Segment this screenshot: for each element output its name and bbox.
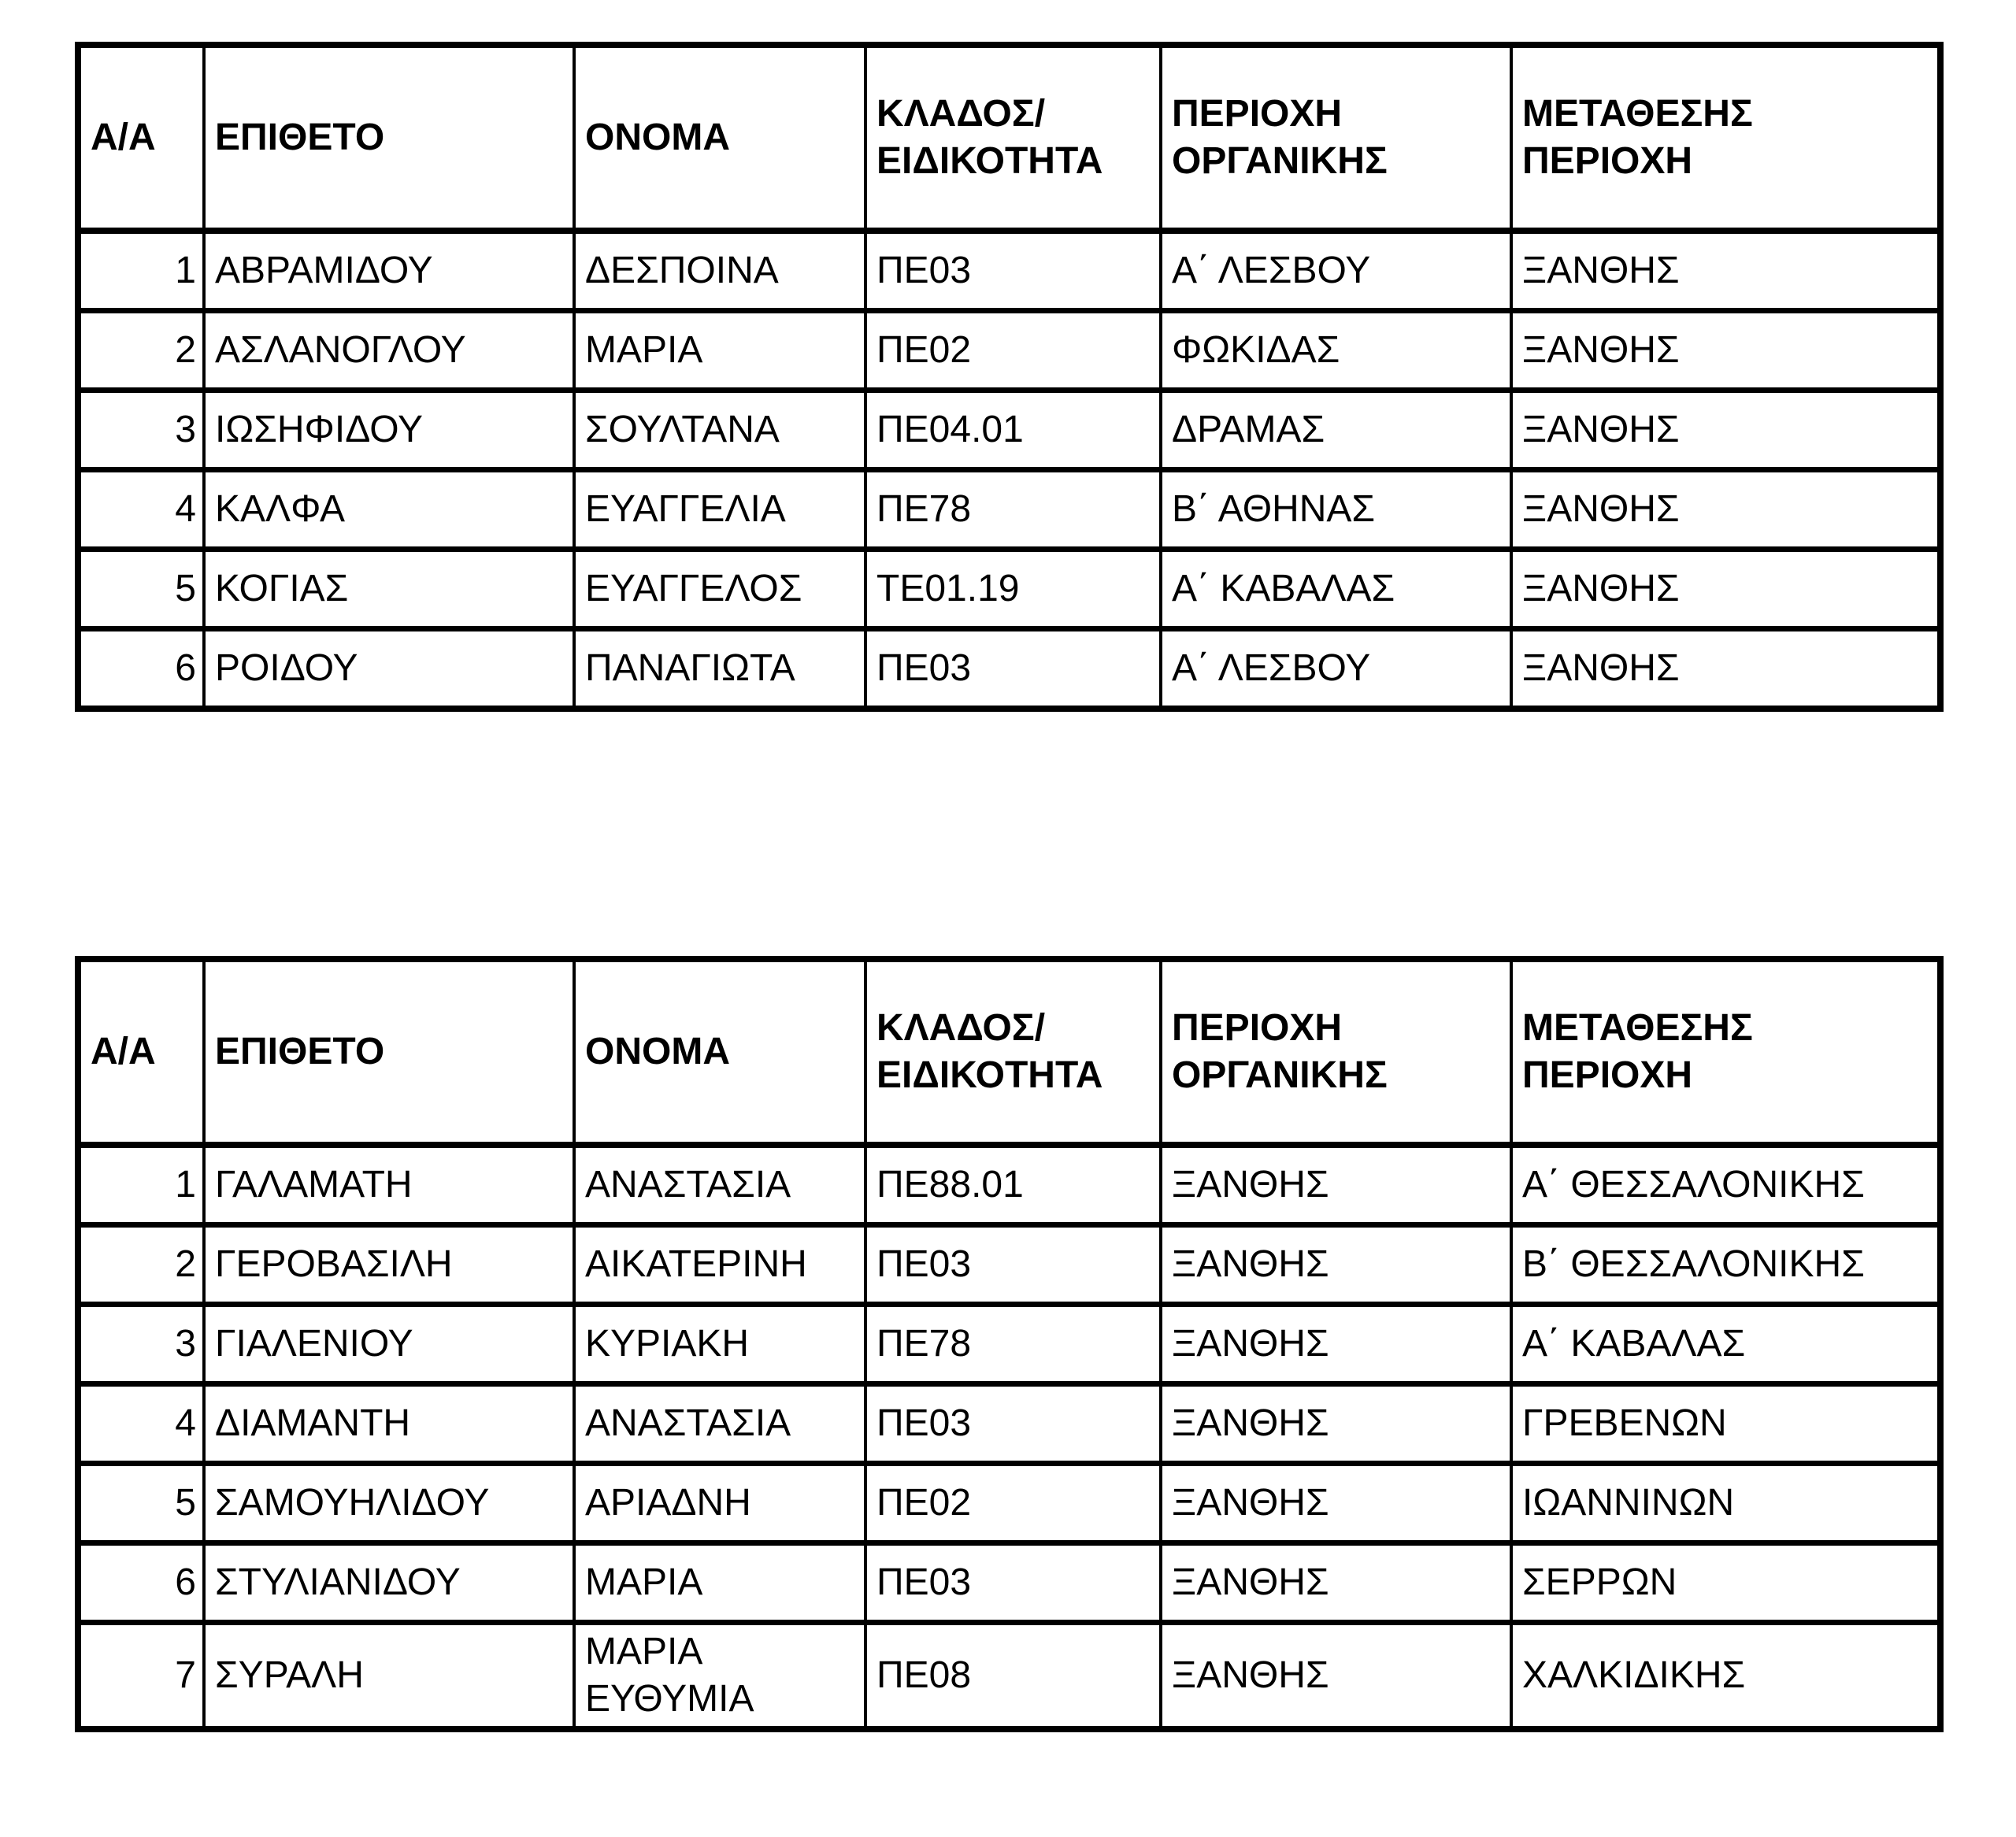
cell-epitheto: ΑΣΛΑΝΟΓΛΟΥ bbox=[204, 311, 574, 391]
table-2-body bbox=[78, 1145, 1940, 1729]
cell-metathesis-perioxi: ΞΑΝΘΗΣ bbox=[1511, 629, 1940, 709]
cell-epitheto: ΣΥΡΑΛΗ bbox=[204, 1623, 574, 1730]
header-cell-perioxi-organikis: ΠΕΡΙΟΧΗ ΟΡΓΑΝΙΚΗΣ bbox=[1161, 45, 1511, 231]
table-row bbox=[78, 1145, 1940, 1225]
table-row bbox=[78, 1623, 1940, 1730]
table-row bbox=[78, 1384, 1940, 1464]
table-row bbox=[78, 231, 1940, 311]
transfers-table-2 bbox=[75, 956, 1944, 1732]
header-cell-klados-eidikotita: ΚΛΑΔΟΣ/ΕΙΔΙΚΟΤΗΤΑ bbox=[865, 45, 1161, 231]
cell-onoma: ΣΟΥΛΤΑΝΑ bbox=[574, 391, 865, 470]
cell-klados-eidikotita: ΠΕ88.01 bbox=[865, 1145, 1161, 1225]
cell-metathesis-perioxi: ΧΑΛΚΙΔΙΚΗΣ bbox=[1511, 1623, 1940, 1730]
cell-perioxi-organikis: ΞΑΝΘΗΣ bbox=[1161, 1305, 1511, 1384]
cell-aa: 1 bbox=[78, 231, 204, 311]
header-row bbox=[78, 959, 1940, 1145]
cell-epitheto: ΔΙΑΜΑΝΤΗ bbox=[204, 1384, 574, 1464]
cell-onoma: ΕΥΑΓΓΕΛΙΑ bbox=[574, 470, 865, 550]
header-cell-metathesis-perioxi: ΜΕΤΑΘΕΣΗΣ ΠΕΡΙΟΧΗ bbox=[1511, 959, 1940, 1145]
cell-metathesis-perioxi: ΞΑΝΘΗΣ bbox=[1511, 311, 1940, 391]
cell-metathesis-perioxi: Α΄ ΘΕΣΣΑΛΟΝΙΚΗΣ bbox=[1511, 1145, 1940, 1225]
cell-onoma: ΔΕΣΠΟΙΝΑ bbox=[574, 231, 865, 311]
cell-epitheto: ΑΒΡΑΜΙΔΟΥ bbox=[204, 231, 574, 311]
cell-metathesis-perioxi: ΓΡΕΒΕΝΩΝ bbox=[1511, 1384, 1940, 1464]
cell-klados-eidikotita: ΠΕ03 bbox=[865, 231, 1161, 311]
cell-perioxi-organikis: ΦΩΚΙΔΑΣ bbox=[1161, 311, 1511, 391]
table-2-header bbox=[78, 959, 1940, 1145]
cell-metathesis-perioxi: ΣΕΡΡΩΝ bbox=[1511, 1543, 1940, 1623]
cell-epitheto: ΚΑΛΦΑ bbox=[204, 470, 574, 550]
header-cell-epitheto: ΕΠΙΘΕΤΟ bbox=[204, 45, 574, 231]
cell-aa: 3 bbox=[78, 1305, 204, 1384]
cell-aa: 4 bbox=[78, 470, 204, 550]
cell-metathesis-perioxi: Α΄ ΚΑΒΑΛΑΣ bbox=[1511, 1305, 1940, 1384]
table-row bbox=[78, 629, 1940, 709]
cell-metathesis-perioxi: ΞΑΝΘΗΣ bbox=[1511, 470, 1940, 550]
table-row bbox=[78, 1543, 1940, 1623]
header-cell-perioxi-organikis: ΠΕΡΙΟΧΗ ΟΡΓΑΝΙΚΗΣ bbox=[1161, 959, 1511, 1145]
table-row bbox=[78, 1305, 1940, 1384]
cell-klados-eidikotita: ΠΕ04.01 bbox=[865, 391, 1161, 470]
cell-onoma: ΜΑΡΙΑ bbox=[574, 1543, 865, 1623]
cell-perioxi-organikis: ΞΑΝΘΗΣ bbox=[1161, 1623, 1511, 1730]
cell-onoma: ΑΝΑΣΤΑΣΙΑ bbox=[574, 1145, 865, 1225]
table-row bbox=[78, 391, 1940, 470]
cell-perioxi-organikis: Α΄ ΛΕΣΒΟΥ bbox=[1161, 231, 1511, 311]
cell-onoma: ΑΡΙΑΔΝΗ bbox=[574, 1464, 865, 1543]
cell-perioxi-organikis: ΞΑΝΘΗΣ bbox=[1161, 1225, 1511, 1305]
header-cell-metathesis-perioxi: ΜΕΤΑΘΕΣΗΣ ΠΕΡΙΟΧΗ bbox=[1511, 45, 1940, 231]
table-row bbox=[78, 1464, 1940, 1543]
cell-klados-eidikotita: ΠΕ78 bbox=[865, 1305, 1161, 1384]
cell-metathesis-perioxi: ΙΩΑΝΝΙΝΩΝ bbox=[1511, 1464, 1940, 1543]
cell-perioxi-organikis: Α΄ ΛΕΣΒΟΥ bbox=[1161, 629, 1511, 709]
table-row bbox=[78, 550, 1940, 629]
cell-aa: 1 bbox=[78, 1145, 204, 1225]
cell-perioxi-organikis: Α΄ ΚΑΒΑΛΑΣ bbox=[1161, 550, 1511, 629]
cell-aa: 2 bbox=[78, 311, 204, 391]
header-row bbox=[78, 45, 1940, 231]
table-1-body bbox=[78, 231, 1940, 709]
cell-perioxi-organikis: ΞΑΝΘΗΣ bbox=[1161, 1145, 1511, 1225]
cell-onoma: ΑΝΑΣΤΑΣΙΑ bbox=[574, 1384, 865, 1464]
header-cell-epitheto: ΕΠΙΘΕΤΟ bbox=[204, 959, 574, 1145]
cell-onoma: ΚΥΡΙΑΚΗ bbox=[574, 1305, 865, 1384]
cell-perioxi-organikis: Β΄ ΑΘΗΝΑΣ bbox=[1161, 470, 1511, 550]
header-cell-onoma: ΟΝΟΜΑ bbox=[574, 45, 865, 231]
table-row bbox=[78, 311, 1940, 391]
cell-epitheto: ΣΤΥΛΙΑΝΙΔΟΥ bbox=[204, 1543, 574, 1623]
cell-epitheto: ΡΟΙΔΟΥ bbox=[204, 629, 574, 709]
cell-epitheto: ΙΩΣΗΦΙΔΟΥ bbox=[204, 391, 574, 470]
cell-klados-eidikotita: ΤΕ01.19 bbox=[865, 550, 1161, 629]
cell-onoma: ΕΥΑΓΓΕΛΟΣ bbox=[574, 550, 865, 629]
cell-perioxi-organikis: ΞΑΝΘΗΣ bbox=[1161, 1543, 1511, 1623]
table-row bbox=[78, 470, 1940, 550]
cell-metathesis-perioxi: Β΄ ΘΕΣΣΑΛΟΝΙΚΗΣ bbox=[1511, 1225, 1940, 1305]
cell-aa: 6 bbox=[78, 629, 204, 709]
transfers-table-1 bbox=[75, 42, 1944, 712]
cell-aa: 5 bbox=[78, 1464, 204, 1543]
cell-klados-eidikotita: ΠΕ02 bbox=[865, 311, 1161, 391]
cell-epitheto: ΚΟΓΙΑΣ bbox=[204, 550, 574, 629]
cell-klados-eidikotita: ΠΕ02 bbox=[865, 1464, 1161, 1543]
cell-perioxi-organikis: ΞΑΝΘΗΣ bbox=[1161, 1384, 1511, 1464]
cell-klados-eidikotita: ΠΕ78 bbox=[865, 470, 1161, 550]
header-cell-aa: Α/Α bbox=[78, 959, 204, 1145]
cell-aa: 6 bbox=[78, 1543, 204, 1623]
cell-klados-eidikotita: ΠΕ03 bbox=[865, 1543, 1161, 1623]
cell-klados-eidikotita: ΠΕ03 bbox=[865, 1384, 1161, 1464]
cell-epitheto: ΣΑΜΟΥΗΛΙΔΟΥ bbox=[204, 1464, 574, 1543]
header-cell-klados-eidikotita: ΚΛΑΔΟΣ/ΕΙΔΙΚΟΤΗΤΑ bbox=[865, 959, 1161, 1145]
cell-epitheto: ΓΙΑΛΕΝΙΟΥ bbox=[204, 1305, 574, 1384]
cell-perioxi-organikis: ΞΑΝΘΗΣ bbox=[1161, 1464, 1511, 1543]
cell-onoma: ΜΑΡΙΑ bbox=[574, 311, 865, 391]
header-cell-aa: Α/Α bbox=[78, 45, 204, 231]
cell-metathesis-perioxi: ΞΑΝΘΗΣ bbox=[1511, 231, 1940, 311]
cell-epitheto: ΓΕΡΟΒΑΣΙΛΗ bbox=[204, 1225, 574, 1305]
cell-onoma: ΑΙΚΑΤΕΡΙΝΗ bbox=[574, 1225, 865, 1305]
table-row bbox=[78, 1225, 1940, 1305]
cell-klados-eidikotita: ΠΕ03 bbox=[865, 629, 1161, 709]
cell-klados-eidikotita: ΠΕ08 bbox=[865, 1623, 1161, 1730]
cell-metathesis-perioxi: ΞΑΝΘΗΣ bbox=[1511, 391, 1940, 470]
cell-perioxi-organikis: ΔΡΑΜΑΣ bbox=[1161, 391, 1511, 470]
header-cell-onoma: ΟΝΟΜΑ bbox=[574, 959, 865, 1145]
cell-aa: 4 bbox=[78, 1384, 204, 1464]
table-1-header bbox=[78, 45, 1940, 231]
cell-aa: 7 bbox=[78, 1623, 204, 1730]
tables-gap bbox=[75, 712, 2016, 956]
cell-aa: 5 bbox=[78, 550, 204, 629]
cell-aa: 2 bbox=[78, 1225, 204, 1305]
cell-onoma: ΜΑΡΙΑ ΕΥΘΥΜΙΑ bbox=[574, 1623, 865, 1730]
cell-klados-eidikotita: ΠΕ03 bbox=[865, 1225, 1161, 1305]
cell-epitheto: ΓΑΛΑΜΑΤΗ bbox=[204, 1145, 574, 1225]
cell-metathesis-perioxi: ΞΑΝΘΗΣ bbox=[1511, 550, 1940, 629]
cell-onoma: ΠΑΝΑΓΙΩΤΑ bbox=[574, 629, 865, 709]
cell-aa: 3 bbox=[78, 391, 204, 470]
